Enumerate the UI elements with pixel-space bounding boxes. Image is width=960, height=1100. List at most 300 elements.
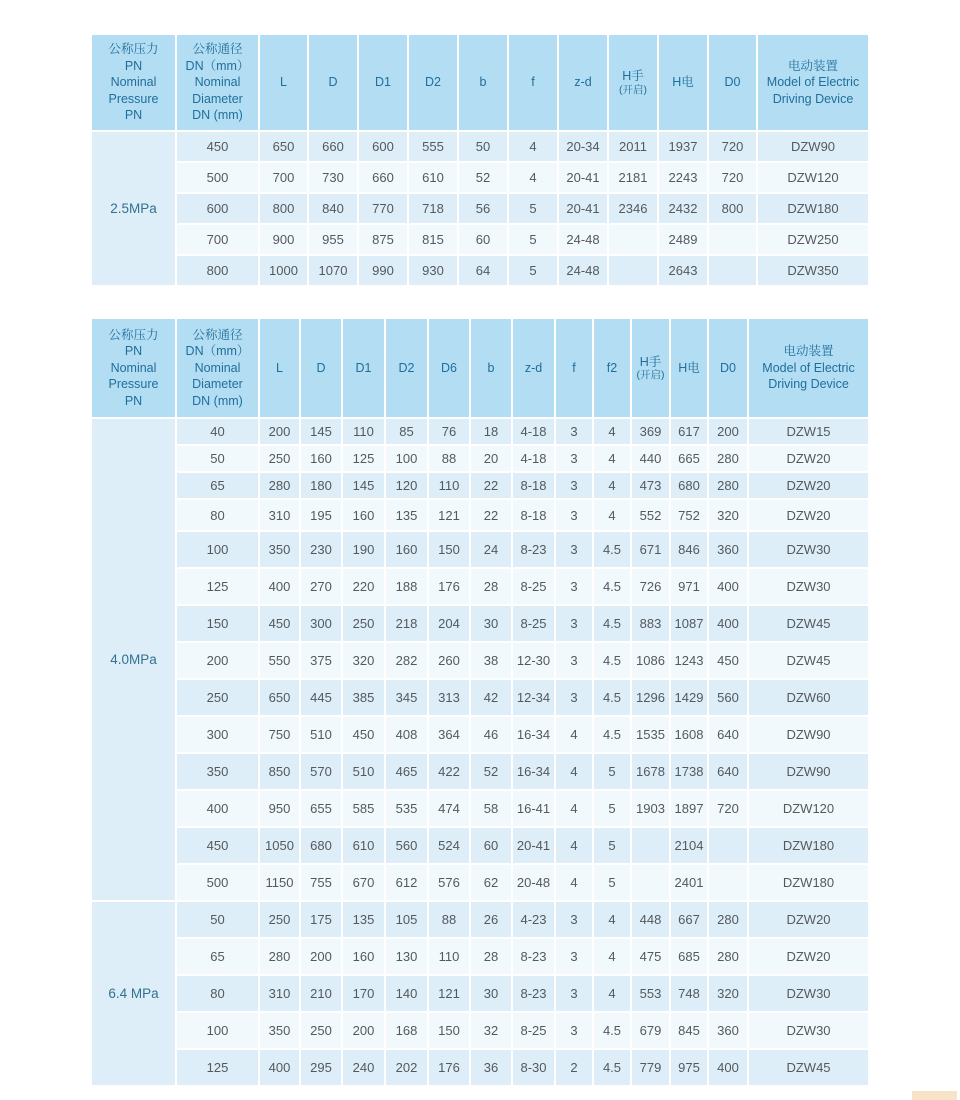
spec-cell: 4	[508, 162, 558, 193]
spec-cell: 640	[708, 753, 748, 790]
spec-cell: 612	[385, 864, 428, 901]
spec-cell: 730	[308, 162, 358, 193]
spec-cell: 28	[470, 568, 512, 605]
column-header-b: b	[470, 318, 512, 418]
spec-cell: 188	[385, 568, 428, 605]
column-header-d1: D1	[342, 318, 385, 418]
spec-cell: 450	[342, 716, 385, 753]
spec-cell: 4	[555, 864, 593, 901]
spec-cell: 250	[176, 679, 259, 716]
spec-cell: DZW30	[748, 568, 869, 605]
spec-cell: DZW45	[748, 642, 869, 679]
spec-cell: 150	[428, 531, 470, 568]
spec-cell: 375	[300, 642, 342, 679]
spec-cell: 465	[385, 753, 428, 790]
spec-cell: 560	[385, 827, 428, 864]
table-row	[91, 193, 869, 224]
spec-cell: 140	[385, 975, 428, 1012]
spec-cell: 2346	[608, 193, 658, 224]
spec-cell: 3	[555, 605, 593, 642]
spec-cell: 295	[300, 1049, 342, 1086]
spec-cell: 50	[176, 445, 259, 472]
spec-cell: 200	[300, 938, 342, 975]
spec-cell: 105	[385, 901, 428, 938]
spec-cell: DZW350	[757, 255, 869, 286]
spec-table-pn40-pn64	[90, 317, 870, 1087]
spec-cell: 195	[300, 499, 342, 531]
spec-cell: 660	[308, 131, 358, 162]
spec-cell: 250	[259, 901, 300, 938]
table-header	[91, 34, 869, 131]
spec-cell: 170	[342, 975, 385, 1012]
spec-cell: 28	[470, 938, 512, 975]
column-header-z-d: z-d	[558, 34, 608, 131]
spec-cell: 3	[555, 975, 593, 1012]
spec-cell: 200	[259, 418, 300, 445]
table-row	[91, 790, 869, 827]
spec-cell: 5	[508, 224, 558, 255]
spec-cell: 4.5	[593, 679, 631, 716]
spec-cell: 700	[259, 162, 308, 193]
spec-cell: 660	[358, 162, 408, 193]
spec-cell: 250	[300, 1012, 342, 1049]
spec-cell: 4	[508, 131, 558, 162]
table-row	[91, 679, 869, 716]
spec-cell: 3	[555, 499, 593, 531]
table-row	[91, 418, 869, 445]
spec-cell: 60	[470, 827, 512, 864]
spec-cell: DZW90	[757, 131, 869, 162]
spec-cell: DZW30	[748, 975, 869, 1012]
spec-cell: 12-34	[512, 679, 555, 716]
pressure-column-header: 公称压力 PN Nominal Pressure PN	[91, 318, 176, 418]
spec-cell: 270	[300, 568, 342, 605]
spec-cell: 145	[342, 472, 385, 499]
spec-cell: 250	[342, 605, 385, 642]
spec-cell: 202	[385, 1049, 428, 1086]
spec-cell: DZW45	[748, 1049, 869, 1086]
spec-cell: 846	[670, 531, 708, 568]
spec-cell: 1000	[259, 255, 308, 286]
spec-cell: 450	[259, 605, 300, 642]
spec-cell: 726	[631, 568, 670, 605]
spec-cell: 320	[708, 975, 748, 1012]
spec-cell: 500	[176, 162, 259, 193]
spec-tables-container	[90, 33, 870, 1087]
spec-cell: 975	[670, 1049, 708, 1086]
spec-cell: 667	[670, 901, 708, 938]
spec-cell: 2489	[658, 224, 708, 255]
model-column-header: 电动装置 Model of Electric Driving Device	[748, 318, 869, 418]
spec-cell: 280	[259, 938, 300, 975]
table-row	[91, 531, 869, 568]
spec-cell: 400	[708, 568, 748, 605]
spec-cell: 850	[259, 753, 300, 790]
spec-cell: 408	[385, 716, 428, 753]
spec-cell: 204	[428, 605, 470, 642]
spec-cell	[708, 255, 757, 286]
spec-cell: 18	[470, 418, 512, 445]
spec-cell: 900	[259, 224, 308, 255]
spec-cell: 313	[428, 679, 470, 716]
spec-cell: 8-25	[512, 1012, 555, 1049]
spec-cell: DZW20	[748, 499, 869, 531]
table-row	[91, 1012, 869, 1049]
table-row	[91, 864, 869, 901]
spec-cell: 8-23	[512, 975, 555, 1012]
table-row	[91, 901, 869, 938]
table-row	[91, 827, 869, 864]
spec-cell: 3	[555, 568, 593, 605]
spec-cell: 218	[385, 605, 428, 642]
spec-cell: 4.5	[593, 1049, 631, 1086]
table-row	[91, 938, 869, 975]
column-header-d0: D0	[708, 318, 748, 418]
spec-cell: 300	[300, 605, 342, 642]
spec-cell: 135	[385, 499, 428, 531]
spec-cell: 655	[300, 790, 342, 827]
spec-cell: 85	[385, 418, 428, 445]
spec-cell: 16-34	[512, 753, 555, 790]
spec-cell: 150	[428, 1012, 470, 1049]
table-row	[91, 716, 869, 753]
column-header-l: L	[259, 34, 308, 131]
spec-cell: 145	[300, 418, 342, 445]
spec-cell: 3	[555, 418, 593, 445]
spec-cell: 30	[470, 975, 512, 1012]
table-row	[91, 445, 869, 472]
spec-cell: 125	[176, 568, 259, 605]
spec-cell: 475	[631, 938, 670, 975]
spec-cell: 282	[385, 642, 428, 679]
spec-cell: 80	[176, 975, 259, 1012]
spec-cell: 60	[458, 224, 508, 255]
spec-cell: DZW30	[748, 531, 869, 568]
spec-cell: 64	[458, 255, 508, 286]
spec-cell	[631, 864, 670, 901]
table-row	[91, 975, 869, 1012]
spec-cell: 8-18	[512, 499, 555, 531]
spec-cell: 5	[508, 255, 558, 286]
spec-cell: 88	[428, 901, 470, 938]
spec-cell: DZW15	[748, 418, 869, 445]
spec-cell: 576	[428, 864, 470, 901]
spec-cell: 280	[708, 472, 748, 499]
spec-cell: 422	[428, 753, 470, 790]
spec-cell: 350	[259, 531, 300, 568]
spec-cell: 535	[385, 790, 428, 827]
spec-cell: 1429	[670, 679, 708, 716]
spec-cell: 4.5	[593, 642, 631, 679]
spec-cell: 310	[259, 499, 300, 531]
spec-cell: 360	[708, 531, 748, 568]
spec-cell: 510	[342, 753, 385, 790]
spec-cell: 779	[631, 1049, 670, 1086]
spec-cell: 8-25	[512, 605, 555, 642]
spec-cell: 200	[176, 642, 259, 679]
spec-cell: 610	[342, 827, 385, 864]
spec-cell: 2011	[608, 131, 658, 162]
spec-cell: 280	[708, 901, 748, 938]
spec-cell: 125	[176, 1049, 259, 1086]
spec-cell: 4	[593, 472, 631, 499]
spec-cell: DZW90	[748, 716, 869, 753]
spec-table-pn25	[90, 33, 870, 287]
pressure-group-label: 6.4 MPa	[91, 901, 176, 1086]
spec-cell: 400	[708, 605, 748, 642]
spec-cell: 24	[470, 531, 512, 568]
spec-cell: 320	[342, 642, 385, 679]
spec-cell: 364	[428, 716, 470, 753]
spec-cell: 448	[631, 901, 670, 938]
spec-cell: 320	[708, 499, 748, 531]
spec-cell: DZW20	[748, 901, 869, 938]
spec-cell: 8-23	[512, 938, 555, 975]
spec-cell: 4	[593, 445, 631, 472]
spec-cell: 570	[300, 753, 342, 790]
spec-cell: 4-18	[512, 418, 555, 445]
spec-cell: 600	[358, 131, 408, 162]
spec-cell: 40	[176, 418, 259, 445]
spec-cell: 1678	[631, 753, 670, 790]
column-header-h-hand: H手 (开启)	[631, 318, 670, 418]
spec-cell: 240	[342, 1049, 385, 1086]
spec-cell: 400	[259, 568, 300, 605]
spec-cell: 56	[458, 193, 508, 224]
spec-cell: 4.5	[593, 568, 631, 605]
spec-cell: 2181	[608, 162, 658, 193]
spec-cell: 4-18	[512, 445, 555, 472]
spec-cell: 3	[555, 472, 593, 499]
spec-cell: 650	[259, 131, 308, 162]
column-header-h-electric: H电	[658, 34, 708, 131]
spec-cell: 24-48	[558, 255, 608, 286]
spec-cell: 160	[385, 531, 428, 568]
column-header-f2: f2	[593, 318, 631, 418]
spec-cell: 950	[259, 790, 300, 827]
spec-cell: 720	[708, 131, 757, 162]
spec-cell: 640	[708, 716, 748, 753]
spec-cell: 22	[470, 472, 512, 499]
spec-cell	[608, 255, 658, 286]
spec-cell: 400	[708, 1049, 748, 1086]
spec-cell	[708, 864, 748, 901]
spec-cell: 3	[555, 531, 593, 568]
spec-cell: 650	[259, 679, 300, 716]
spec-cell: DZW20	[748, 938, 869, 975]
spec-cell: 180	[300, 472, 342, 499]
spec-cell: 52	[458, 162, 508, 193]
spec-cell: 4	[593, 938, 631, 975]
spec-cell: 1738	[670, 753, 708, 790]
spec-cell: 88	[428, 445, 470, 472]
pressure-column-header: 公称压力 PN Nominal Pressure PN	[91, 34, 176, 131]
spec-cell	[608, 224, 658, 255]
spec-cell	[708, 224, 757, 255]
spec-cell	[631, 827, 670, 864]
table-row	[91, 499, 869, 531]
spec-cell: 110	[428, 938, 470, 975]
spec-cell: 752	[670, 499, 708, 531]
spec-cell: 52	[470, 753, 512, 790]
spec-cell: 555	[408, 131, 458, 162]
spec-cell: 3	[555, 679, 593, 716]
spec-cell: 200	[708, 418, 748, 445]
spec-cell: 500	[176, 864, 259, 901]
spec-cell: 1243	[670, 642, 708, 679]
spec-cell: 585	[342, 790, 385, 827]
spec-cell: 4	[593, 975, 631, 1012]
spec-cell: 46	[470, 716, 512, 753]
spec-cell: 4	[555, 716, 593, 753]
spec-cell: 445	[300, 679, 342, 716]
table-row	[91, 605, 869, 642]
spec-cell: 345	[385, 679, 428, 716]
column-header-d2: D2	[408, 34, 458, 131]
spec-cell: 4.5	[593, 531, 631, 568]
spec-cell: 665	[670, 445, 708, 472]
spec-cell: 176	[428, 568, 470, 605]
spec-cell: 8-18	[512, 472, 555, 499]
table-row	[91, 131, 869, 162]
spec-cell: 2432	[658, 193, 708, 224]
spec-cell: 1897	[670, 790, 708, 827]
spec-cell: 450	[176, 131, 259, 162]
spec-cell: 22	[470, 499, 512, 531]
spec-cell: 800	[176, 255, 259, 286]
spec-cell: 1903	[631, 790, 670, 827]
column-header-d2: D2	[385, 318, 428, 418]
spec-cell: 2401	[670, 864, 708, 901]
spec-cell: 1535	[631, 716, 670, 753]
spec-cell: 160	[342, 499, 385, 531]
spec-cell: 400	[176, 790, 259, 827]
spec-cell: 26	[470, 901, 512, 938]
spec-cell: 280	[708, 445, 748, 472]
table-row	[91, 753, 869, 790]
spec-cell: 3	[555, 901, 593, 938]
spec-cell: 1070	[308, 255, 358, 286]
spec-cell: 4	[555, 753, 593, 790]
spec-cell: 4	[593, 499, 631, 531]
spec-cell: 3	[555, 445, 593, 472]
spec-cell: 4	[555, 790, 593, 827]
table-row	[91, 472, 869, 499]
spec-cell: 200	[342, 1012, 385, 1049]
spec-cell: 1150	[259, 864, 300, 901]
spec-cell: 800	[259, 193, 308, 224]
spec-cell: 50	[458, 131, 508, 162]
spec-cell	[708, 827, 748, 864]
spec-cell: 168	[385, 1012, 428, 1049]
spec-cell: 8-30	[512, 1049, 555, 1086]
spec-cell: 955	[308, 224, 358, 255]
table-row	[91, 1049, 869, 1086]
spec-cell: 20-41	[512, 827, 555, 864]
spec-cell: 815	[408, 224, 458, 255]
spec-cell: 16-41	[512, 790, 555, 827]
table-header	[91, 318, 869, 418]
spec-cell: 748	[670, 975, 708, 1012]
column-header-d: D	[300, 318, 342, 418]
spec-cell: 1608	[670, 716, 708, 753]
spec-cell: 930	[408, 255, 458, 286]
spec-cell: 680	[300, 827, 342, 864]
spec-cell: 8-25	[512, 568, 555, 605]
spec-cell: 450	[708, 642, 748, 679]
spec-cell: 30	[470, 605, 512, 642]
spec-cell: 121	[428, 499, 470, 531]
spec-cell: 20-34	[558, 131, 608, 162]
spec-cell: 552	[631, 499, 670, 531]
spec-cell: 800	[708, 193, 757, 224]
spec-cell: 718	[408, 193, 458, 224]
spec-cell: 4	[593, 418, 631, 445]
spec-cell: 4-23	[512, 901, 555, 938]
spec-cell: DZW20	[748, 445, 869, 472]
spec-cell: DZW120	[748, 790, 869, 827]
spec-cell: 110	[428, 472, 470, 499]
spec-cell: 12-30	[512, 642, 555, 679]
column-header-d1: D1	[358, 34, 408, 131]
spec-cell: 135	[342, 901, 385, 938]
column-header-l: L	[259, 318, 300, 418]
column-header-f: f	[508, 34, 558, 131]
spec-cell: 1937	[658, 131, 708, 162]
spec-cell: 8-23	[512, 531, 555, 568]
spec-cell: 845	[670, 1012, 708, 1049]
spec-cell: 450	[176, 827, 259, 864]
spec-cell: DZW60	[748, 679, 869, 716]
spec-cell: 617	[670, 418, 708, 445]
spec-cell: 160	[300, 445, 342, 472]
spec-cell: DZW180	[757, 193, 869, 224]
spec-cell: 5	[593, 864, 631, 901]
column-header-b: b	[458, 34, 508, 131]
spec-cell: 3	[555, 938, 593, 975]
spec-cell: 5	[508, 193, 558, 224]
spec-cell: 220	[342, 568, 385, 605]
spec-cell: DZW45	[748, 605, 869, 642]
spec-cell: 5	[593, 827, 631, 864]
spec-cell: 100	[176, 531, 259, 568]
table-body	[91, 418, 869, 1086]
spec-cell: 510	[300, 716, 342, 753]
spec-cell: 2104	[670, 827, 708, 864]
column-header-d: D	[308, 34, 358, 131]
spec-cell: 524	[428, 827, 470, 864]
spec-cell: 38	[470, 642, 512, 679]
spec-cell: 190	[342, 531, 385, 568]
table-row	[91, 255, 869, 286]
spec-cell: 971	[670, 568, 708, 605]
spec-cell: 130	[385, 938, 428, 975]
spec-cell: 1296	[631, 679, 670, 716]
spec-cell: 100	[176, 1012, 259, 1049]
spec-cell: 553	[631, 975, 670, 1012]
spec-cell: 2243	[658, 162, 708, 193]
model-column-header: 电动装置 Model of Electric Driving Device	[757, 34, 869, 131]
spec-cell: 150	[176, 605, 259, 642]
spec-cell: 4.5	[593, 1012, 631, 1049]
spec-cell: 1050	[259, 827, 300, 864]
spec-cell: 125	[342, 445, 385, 472]
table-row	[91, 224, 869, 255]
column-header-f: f	[555, 318, 593, 418]
spec-cell: 280	[259, 472, 300, 499]
spec-cell: 250	[259, 445, 300, 472]
spec-cell: DZW30	[748, 1012, 869, 1049]
